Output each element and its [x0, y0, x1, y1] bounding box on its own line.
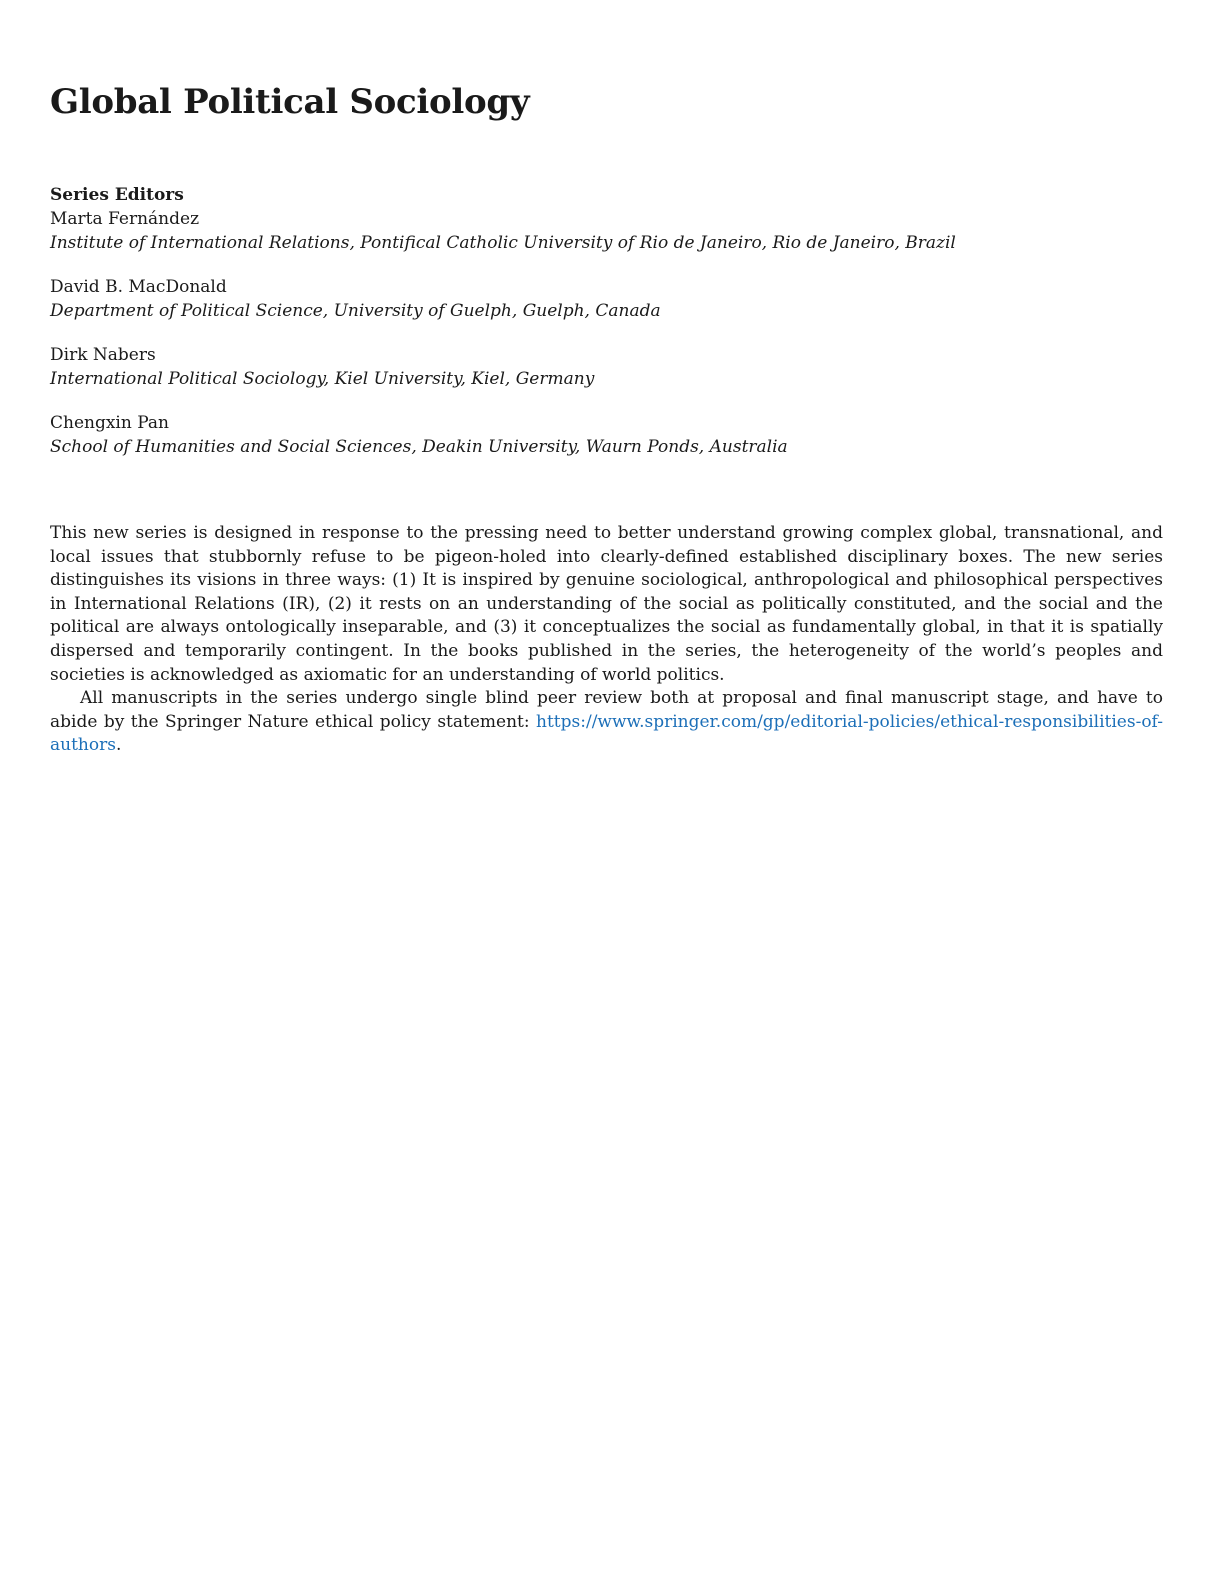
editor-entry — [50, 411, 1163, 459]
series-editors — [50, 183, 1163, 479]
description-paragraph-2 — [50, 687, 1163, 758]
editor-name: Marta Fernández — [50, 209, 200, 229]
editor-affiliation: Department of Political Science, University of Guelph, Guelph, Canada — [50, 301, 661, 321]
description-paragraph-2-end: . — [115, 735, 122, 756]
editor-entry — [50, 343, 1163, 391]
editor-name: Chengxin Pan — [50, 413, 169, 433]
editor-affiliation: School of Humanities and Social Sciences, Deakin University, Waurn Ponds, Australia — [50, 437, 788, 457]
series-title: Global Political Sociology — [50, 82, 530, 122]
ethical-policy-link[interactable]: https://www.springer.com/gp/editorial-policies/ethical-responsibilities-of-authors — [50, 711, 1163, 756]
editor-name: David B. MacDonald — [50, 277, 227, 297]
description-paragraph-2-text: All manuscripts in the series undergo single blind peer review both at proposal and final manuscript stage, and have to abide by the Springer Nature ethical policy statement: — [50, 688, 1163, 732]
editor-affiliation: International Political Sociology, Kiel University, Kiel, Germany — [50, 369, 595, 389]
editor-entry — [50, 275, 1163, 323]
editor-affiliation: Institute of International Relations, Pontifical Catholic University of Rio de Janeiro, Rio de Janeiro, Brazil — [50, 233, 956, 253]
series-editors-heading: Series Editors — [50, 185, 184, 205]
series-description — [50, 522, 1163, 758]
editor-entry — [50, 207, 1163, 255]
description-paragraph-1: This new series is designed in response to the pressing need to better understand growing complex global, transnational, and local issues that stubbornly refuse to be pigeon-holed into clearly-defined established disciplinary boxes. The new series distinguishes its visions in three ways: (1) It is inspired by genuine sociological, anthropological and philosophical perspectives in International Relations (IR), (2) it rests on an understanding of the social as politically constituted, and the social and the political are always ontologically inseparable, and (3) it conceptualizes the social as fundamentally global, in that it is spatially dispersed and temporarily contingent. In the books published in the series, the heterogeneity of the world’s peoples and societies is acknowledged as axiomatic for an understanding of world politics. — [50, 523, 1163, 685]
editor-name: Dirk Nabers — [50, 345, 156, 365]
